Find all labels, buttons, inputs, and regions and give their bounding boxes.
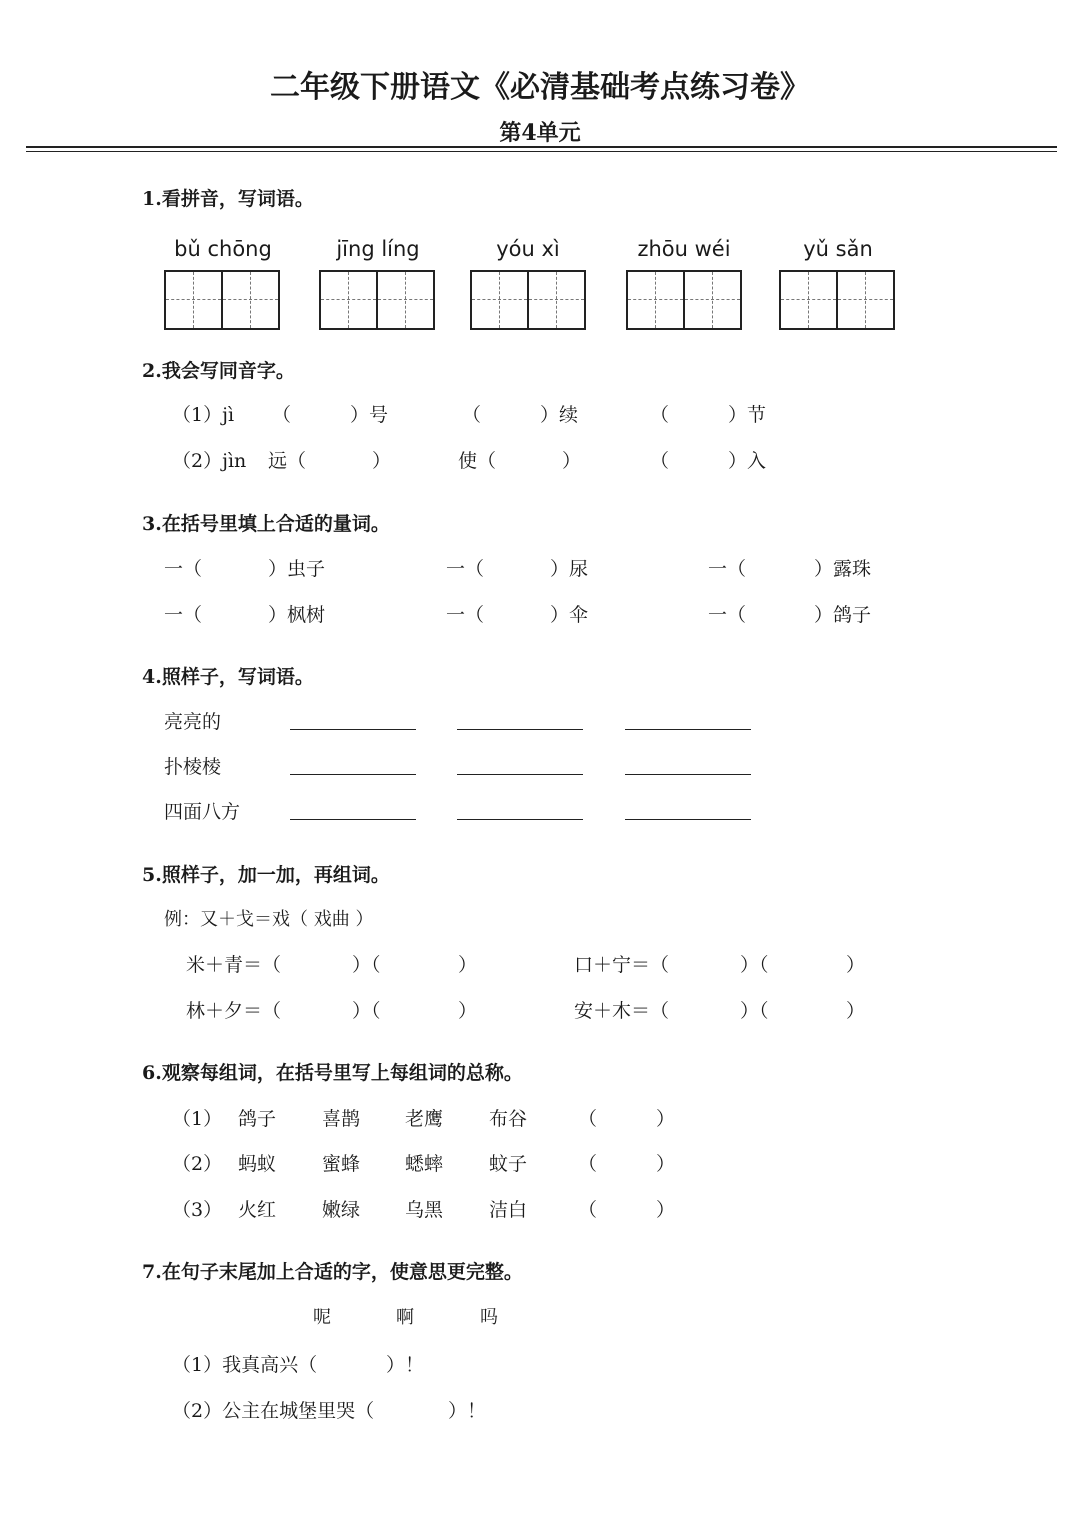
blank-open[interactable]: 一（ — [708, 604, 747, 626]
option-word: 啊 — [396, 1307, 414, 1328]
answer-line[interactable] — [290, 774, 416, 775]
answer-line[interactable] — [625, 774, 751, 775]
grid-cell[interactable] — [527, 272, 584, 328]
item-label: （2）jìn — [172, 450, 247, 472]
question-3-heading: 3.在括号里填上合适的量词。 — [142, 513, 390, 535]
blank-open[interactable]: （ — [578, 1199, 598, 1221]
item-label: （1）jì — [172, 404, 235, 426]
example-word: 亮亮的 — [164, 711, 222, 733]
blank-open[interactable]: 使（ — [458, 450, 497, 472]
blank-open[interactable]: 一（ — [164, 604, 203, 626]
blank-close-open[interactable]: ）（ — [740, 1000, 769, 1022]
blank-open[interactable]: （ — [462, 404, 482, 426]
measure-noun: ）尿 — [550, 558, 589, 580]
blank-close-open[interactable]: ）（ — [352, 954, 381, 976]
answer-line[interactable] — [457, 729, 583, 730]
blank-close-open[interactable]: ）（ — [740, 954, 769, 976]
character-equation[interactable]: 口＋宁＝（ — [574, 954, 670, 976]
blank-open[interactable]: （ — [578, 1108, 598, 1130]
sentence-start[interactable]: （2）公主在城堡里哭（ — [172, 1400, 375, 1422]
blank-close: ） — [656, 1108, 676, 1130]
writing-grid[interactable] — [626, 270, 742, 330]
item-number: （2） — [172, 1153, 223, 1175]
blank-close: ）入 — [728, 450, 767, 472]
grid-cell[interactable] — [836, 272, 893, 328]
word: 蟋蟀 — [405, 1153, 444, 1175]
blank-close: ） — [562, 450, 582, 472]
measure-noun: ）枫树 — [268, 604, 326, 626]
pinyin-label: yóu xì — [496, 237, 560, 261]
measure-noun: ）鸽子 — [814, 604, 872, 626]
grid-cell[interactable] — [221, 272, 278, 328]
writing-grid[interactable] — [164, 270, 280, 330]
character-equation[interactable]: 安＋木＝（ — [574, 1000, 670, 1022]
page-title: 二年级下册语文《必清基础考点练习卷》 — [270, 70, 810, 105]
item-number: （3） — [172, 1199, 223, 1221]
measure-noun: ）虫子 — [268, 558, 326, 580]
word: 鸽子 — [238, 1108, 277, 1130]
word: 乌黑 — [405, 1199, 444, 1221]
blank-close: ） — [656, 1153, 676, 1175]
word: 蚂蚁 — [238, 1153, 277, 1175]
header-divider-thin — [26, 151, 1057, 152]
writing-grid[interactable] — [779, 270, 895, 330]
answer-line[interactable] — [625, 819, 751, 820]
blank-open[interactable]: 一（ — [446, 558, 485, 580]
sentence-end: ）！ — [448, 1400, 487, 1422]
word: 蚊子 — [489, 1153, 528, 1175]
answer-line[interactable] — [457, 774, 583, 775]
word: 老鹰 — [405, 1108, 444, 1130]
blank-close: ）续 — [540, 404, 579, 426]
example-word: 扑棱棱 — [164, 756, 222, 778]
grid-cell[interactable] — [321, 272, 376, 328]
blank-close: ） — [458, 954, 478, 976]
character-equation[interactable]: 米＋青＝（ — [186, 954, 282, 976]
blank-open[interactable]: 一（ — [164, 558, 203, 580]
sentence-end: ）！ — [386, 1354, 425, 1376]
word: 蜜蜂 — [322, 1153, 361, 1175]
pinyin-label: bǔ chōng — [174, 237, 272, 261]
blank-close-open[interactable]: ）（ — [352, 1000, 381, 1022]
grid-cell[interactable] — [683, 272, 740, 328]
word: 喜鹊 — [322, 1108, 361, 1130]
blank-open[interactable]: 一（ — [446, 604, 485, 626]
grid-cell[interactable] — [628, 272, 683, 328]
blank-close: ） — [372, 450, 392, 472]
item-number: （1） — [172, 1108, 223, 1130]
blank-open[interactable]: （ — [650, 450, 670, 472]
answer-line[interactable] — [457, 819, 583, 820]
blank-open[interactable]: （ — [578, 1153, 598, 1175]
pinyin-label: zhōu wéi — [637, 237, 731, 261]
sentence-start[interactable]: （1）我真高兴（ — [172, 1354, 318, 1376]
word: 火红 — [238, 1199, 277, 1221]
header-divider — [26, 146, 1057, 148]
blank-close: ）节 — [728, 404, 767, 426]
question-5-heading: 5.照样子，加一加，再组词。 — [142, 864, 390, 886]
option-word: 吗 — [480, 1307, 498, 1328]
writing-grid[interactable] — [319, 270, 435, 330]
grid-cell[interactable] — [781, 272, 836, 328]
question-6-heading: 6.观察每组词，在括号里写上每组词的总称。 — [142, 1062, 523, 1084]
measure-noun: ）露珠 — [814, 558, 872, 580]
answer-line[interactable] — [290, 729, 416, 730]
pinyin-label: yǔ sǎn — [803, 237, 873, 261]
blank-close: ） — [846, 954, 866, 976]
question-7-heading: 7.在句子末尾加上合适的字，使意思更完整。 — [142, 1261, 523, 1283]
question-1-heading: 1.看拼音，写词语。 — [142, 188, 314, 210]
word: 嫩绿 — [322, 1199, 361, 1221]
option-word: 呢 — [313, 1307, 331, 1328]
question-4-heading: 4.照样子，写词语。 — [142, 666, 314, 688]
blank-close: ） — [656, 1199, 676, 1221]
unit-subtitle: 第4单元 — [499, 120, 581, 146]
blank-close: ） — [458, 1000, 478, 1022]
example-line: 例：又＋戈＝戏（ 戏曲 ） — [164, 909, 374, 930]
word: 布谷 — [489, 1108, 528, 1130]
blank-open[interactable]: 远（ — [268, 450, 307, 472]
grid-cell[interactable] — [472, 272, 527, 328]
pinyin-label: jīng líng — [336, 237, 420, 261]
blank-open[interactable]: （ — [272, 404, 292, 426]
blank-close: ）号 — [350, 404, 389, 426]
word: 洁白 — [489, 1199, 528, 1221]
writing-grid[interactable] — [470, 270, 586, 330]
answer-line[interactable] — [290, 819, 416, 820]
blank-open[interactable]: 一（ — [708, 558, 747, 580]
blank-open[interactable]: （ — [650, 404, 670, 426]
example-word: 四面八方 — [164, 801, 241, 823]
grid-cell[interactable] — [166, 272, 221, 328]
measure-noun: ）伞 — [550, 604, 589, 626]
character-equation[interactable]: 林＋夕＝（ — [186, 1000, 282, 1022]
grid-cell[interactable] — [376, 272, 433, 328]
question-2-heading: 2.我会写同音字。 — [142, 360, 295, 382]
blank-close: ） — [846, 1000, 866, 1022]
answer-line[interactable] — [625, 729, 751, 730]
